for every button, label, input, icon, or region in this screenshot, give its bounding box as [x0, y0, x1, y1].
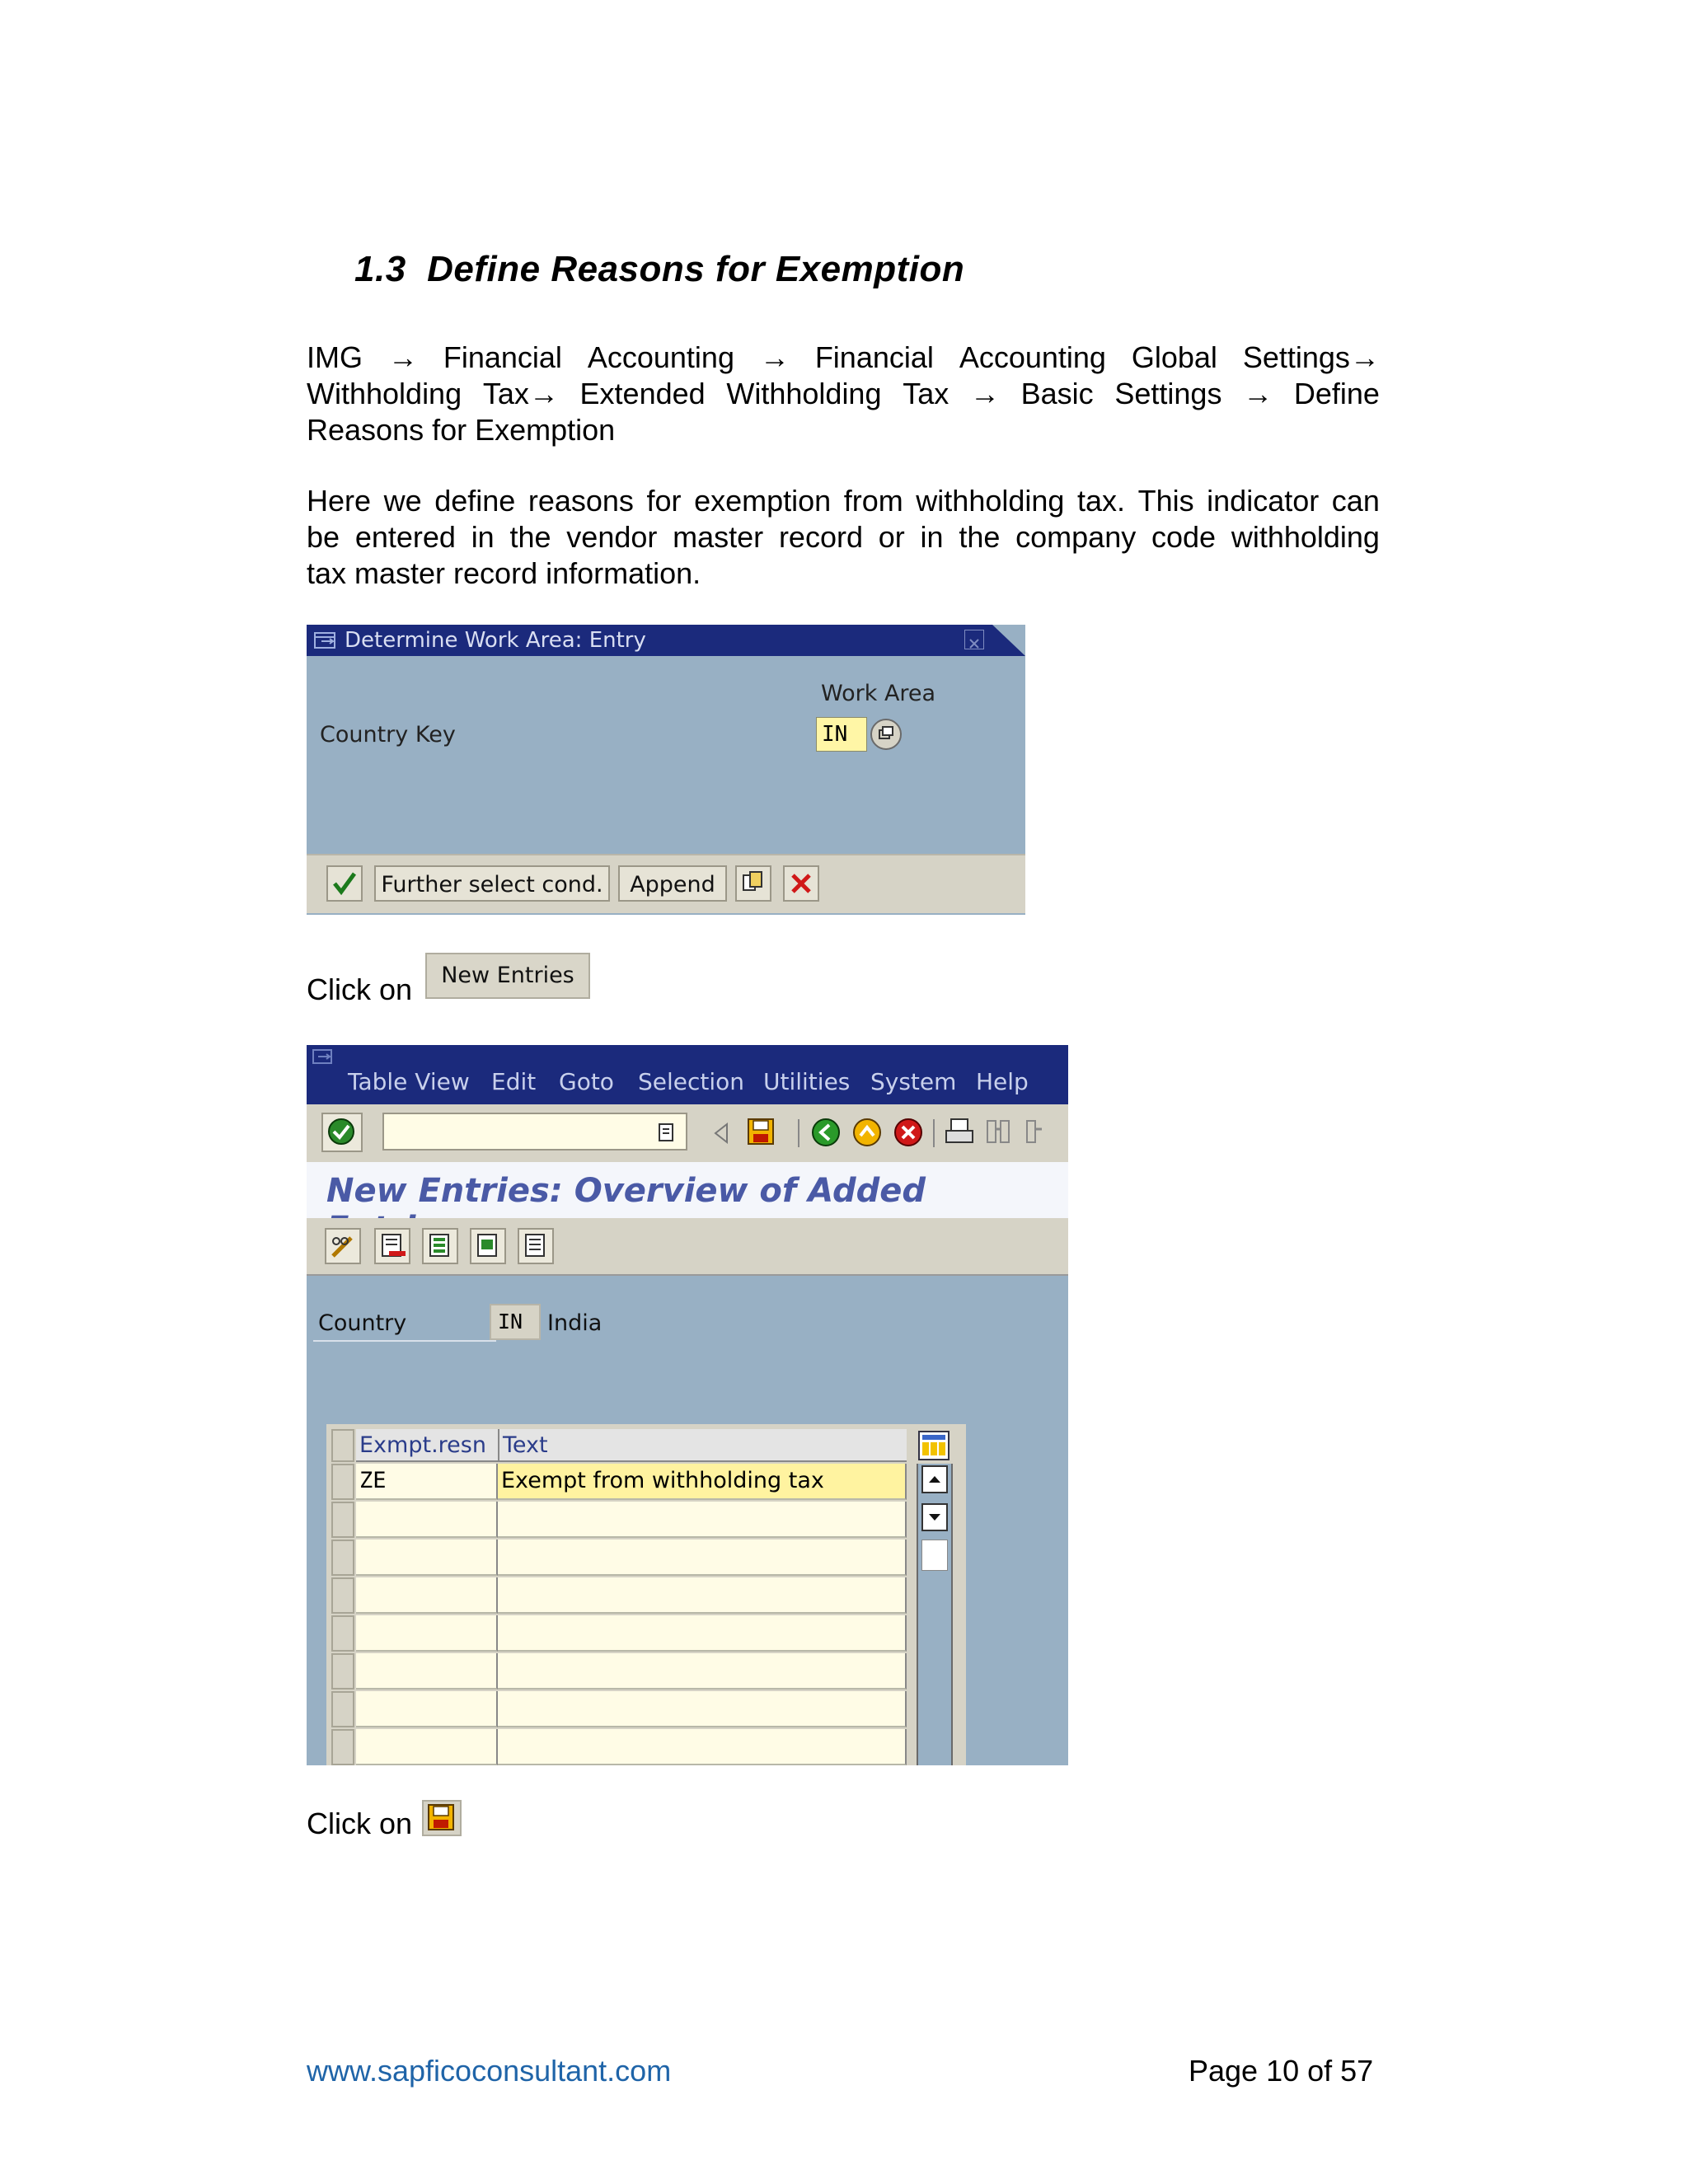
desc-word: we	[383, 484, 422, 518]
find-icon[interactable]	[982, 1116, 1015, 1149]
section-title: Define Reasons for Exemption	[427, 249, 965, 289]
application-toolbar	[307, 1218, 1068, 1276]
row-selector[interactable]	[331, 1540, 354, 1576]
screen-title: New Entries: Overview of Added	[326, 1172, 926, 1210]
row-selector[interactable]	[331, 1729, 354, 1765]
delete-row-icon	[376, 1230, 409, 1263]
text-cell[interactable]	[498, 1540, 907, 1576]
path-word: Withholding	[726, 377, 882, 410]
table-row	[326, 1729, 912, 1765]
text-cell[interactable]	[498, 1502, 907, 1538]
scroll-thumb[interactable]	[921, 1540, 948, 1571]
desc-word: can	[1331, 484, 1380, 518]
scroll-down-icon[interactable]	[921, 1503, 948, 1531]
select-block-button[interactable]	[470, 1228, 506, 1264]
sap-overview-screen	[307, 1045, 1068, 1765]
footer-website-link[interactable]: www.sapficoconsultant.com	[307, 2054, 672, 2088]
desc-word: for	[646, 484, 682, 518]
table-row	[326, 1464, 912, 1502]
text-cell[interactable]: Exempt from withholding tax	[498, 1464, 907, 1500]
table-row	[326, 1615, 912, 1653]
column-header-exmpt-resn[interactable]: Exmpt.resn	[356, 1429, 498, 1462]
table-row	[326, 1691, 912, 1729]
path-word: Tax	[903, 377, 950, 410]
exmpt-resn-cell[interactable]	[356, 1615, 498, 1652]
enter-button[interactable]	[321, 1113, 363, 1152]
row-selector[interactable]	[331, 1653, 354, 1690]
desc-word: in	[471, 520, 495, 554]
desc-word: in	[920, 520, 944, 554]
row-selector[interactable]	[331, 1502, 354, 1538]
path-word: Withholding	[307, 377, 462, 410]
cancel-button[interactable]	[783, 865, 819, 902]
menu-help[interactable]: Help	[976, 1068, 1029, 1095]
path-word: Settings	[1114, 377, 1222, 410]
cancel-x-icon	[785, 867, 818, 900]
click-on-text-1: Click on	[307, 972, 413, 1006]
row-selector[interactable]	[331, 1615, 354, 1652]
exmpt-resn-cell[interactable]	[356, 1691, 498, 1727]
close-icon[interactable]	[964, 630, 984, 649]
country-name: India	[547, 1310, 603, 1336]
desc-word: the	[959, 520, 1001, 554]
select-all-button[interactable]	[422, 1228, 458, 1264]
text-cell[interactable]	[498, 1691, 907, 1727]
path-word: IMG	[307, 340, 363, 374]
screen-titlebar	[307, 1162, 1068, 1218]
confirm-button[interactable]	[326, 865, 363, 902]
row-selector[interactable]	[331, 1691, 354, 1727]
path-word: →	[759, 340, 790, 374]
exit-icon[interactable]	[851, 1116, 884, 1149]
exmpt-resn-cell[interactable]	[356, 1729, 498, 1765]
path-word: Tax→	[482, 377, 559, 410]
table-row	[326, 1540, 912, 1577]
copy-button[interactable]	[735, 865, 771, 902]
desc-word: the	[509, 520, 551, 554]
path-word: →	[387, 340, 418, 374]
desc-word: entered	[354, 520, 456, 554]
table-scrollbar[interactable]	[917, 1464, 953, 1765]
section-heading	[354, 249, 964, 290]
desc-word: be	[307, 520, 340, 554]
search-help-icon[interactable]	[870, 719, 902, 750]
country-key-label: Country Key	[320, 722, 456, 748]
toolbar-separator	[933, 1119, 935, 1147]
text-cell[interactable]	[498, 1615, 907, 1652]
path-word: Settings→	[1242, 340, 1380, 374]
path-word: Financial	[443, 340, 562, 374]
select-all-rows-button[interactable]	[331, 1429, 354, 1462]
menu-utilities[interactable]: Utilities	[763, 1068, 851, 1095]
delete-row-button[interactable]	[374, 1228, 410, 1264]
desc-word: define	[434, 484, 516, 518]
text-cell[interactable]	[498, 1653, 907, 1690]
path-line-3: Reasons for Exemption	[307, 413, 616, 447]
menu-goto[interactable]: Goto	[559, 1068, 614, 1095]
save-icon[interactable]	[745, 1116, 778, 1149]
exmpt-resn-cell[interactable]: ZE	[356, 1464, 498, 1500]
entries-table	[326, 1424, 966, 1765]
exmpt-resn-cell[interactable]	[356, 1577, 498, 1614]
desc-word: withholding	[916, 484, 1065, 518]
path-line-1	[307, 340, 1380, 376]
desc-word: This	[1137, 484, 1194, 518]
dialog-button-bar	[307, 854, 1025, 913]
window-icon	[312, 1047, 336, 1066]
path-word: Financial	[814, 340, 934, 374]
table-settings-icon[interactable]	[918, 1431, 950, 1460]
save-button[interactable]	[422, 1800, 462, 1836]
path-word: Extended	[579, 377, 706, 410]
standard-toolbar	[307, 1104, 1068, 1162]
command-field[interactable]	[382, 1113, 687, 1151]
desc-word: indicator	[1207, 484, 1320, 518]
desc-word: withholding	[1231, 520, 1380, 554]
country-key-input[interactable]: IN	[816, 717, 867, 752]
table-row	[326, 1653, 912, 1691]
path-word: →	[1243, 377, 1273, 410]
append-button[interactable]: Append	[618, 865, 727, 902]
page-number: Page 10 of 57	[1189, 2054, 1374, 2088]
menu-table-view[interactable]: Table View	[348, 1068, 470, 1095]
toolbar-separator	[798, 1119, 799, 1147]
img-path-paragraph	[307, 340, 1380, 448]
menu-edit[interactable]: Edit	[491, 1068, 537, 1095]
path-line-2	[307, 376, 1380, 412]
work-area-dialog	[307, 625, 1025, 915]
scroll-up-icon[interactable]	[921, 1465, 948, 1493]
print-icon[interactable]	[943, 1116, 976, 1149]
path-word: Accounting	[587, 340, 734, 374]
find-next-icon[interactable]	[1022, 1116, 1055, 1149]
exmpt-resn-cell[interactable]	[356, 1653, 498, 1690]
select-all-icon	[424, 1230, 457, 1263]
desc-word: from	[843, 484, 903, 518]
desc-line-3: tax master record information.	[307, 556, 701, 590]
column-header-text[interactable]: Text	[498, 1429, 907, 1462]
back-arrow-icon[interactable]	[710, 1121, 732, 1146]
work-area-label: Work Area	[821, 681, 936, 706]
desc-word: exemption	[694, 484, 832, 518]
country-label: Country	[313, 1305, 496, 1342]
desc-word: code	[1151, 520, 1217, 554]
save-icon	[424, 1802, 460, 1835]
desc-word: reasons	[528, 484, 634, 518]
desc-line-2	[307, 519, 1380, 555]
desc-word: company	[1015, 520, 1137, 554]
path-word: Global	[1131, 340, 1217, 374]
table-row	[326, 1502, 912, 1540]
window-icon	[313, 630, 340, 651]
description-paragraph	[307, 483, 1380, 592]
row-selector[interactable]	[331, 1577, 354, 1614]
country-code-field: IN	[490, 1304, 541, 1340]
desc-line-1	[307, 483, 1380, 519]
checkmark-icon	[328, 867, 361, 900]
select-block-icon	[471, 1230, 504, 1263]
desc-word: vendor	[566, 520, 658, 554]
desc-word: tax.	[1076, 484, 1126, 518]
copy-icon	[737, 867, 770, 900]
enter-check-icon	[323, 1114, 361, 1151]
path-word: →	[969, 377, 1000, 410]
change-display-button[interactable]	[325, 1228, 361, 1264]
menu-selection[interactable]: Selection	[638, 1068, 745, 1095]
title-corner	[992, 625, 1025, 656]
path-word: Basic	[1020, 377, 1094, 410]
table-row	[326, 1577, 912, 1615]
deselect-all-icon	[519, 1230, 552, 1263]
desc-word: or	[878, 520, 905, 554]
desc-word: record	[778, 520, 863, 554]
text-cell[interactable]	[498, 1577, 907, 1614]
menu-system[interactable]: System	[870, 1068, 957, 1095]
further-select-cond-button[interactable]: Further select cond.	[374, 865, 610, 902]
desc-word: master	[673, 520, 764, 554]
click-on-text-2: Click on	[307, 1807, 413, 1840]
exmpt-resn-cell[interactable]	[356, 1502, 498, 1538]
command-history-icon[interactable]	[656, 1121, 678, 1144]
cancel-icon[interactable]	[892, 1116, 925, 1149]
deselect-all-button[interactable]	[518, 1228, 554, 1264]
pencil-glasses-icon	[326, 1230, 359, 1263]
dialog-titlebar	[307, 625, 1025, 656]
row-selector[interactable]	[331, 1464, 354, 1500]
desc-word: Here	[307, 484, 372, 518]
new-entries-button[interactable]: New Entries	[425, 953, 590, 999]
exmpt-resn-cell[interactable]	[356, 1540, 498, 1576]
dialog-title: Determine Work Area: Entry	[345, 628, 646, 653]
path-word: Accounting	[959, 340, 1106, 374]
path-word: Define	[1293, 377, 1380, 410]
section-number: 1.3	[354, 249, 406, 289]
back-green-icon[interactable]	[809, 1116, 842, 1149]
text-cell[interactable]	[498, 1729, 907, 1765]
menu-bar	[307, 1045, 1068, 1104]
